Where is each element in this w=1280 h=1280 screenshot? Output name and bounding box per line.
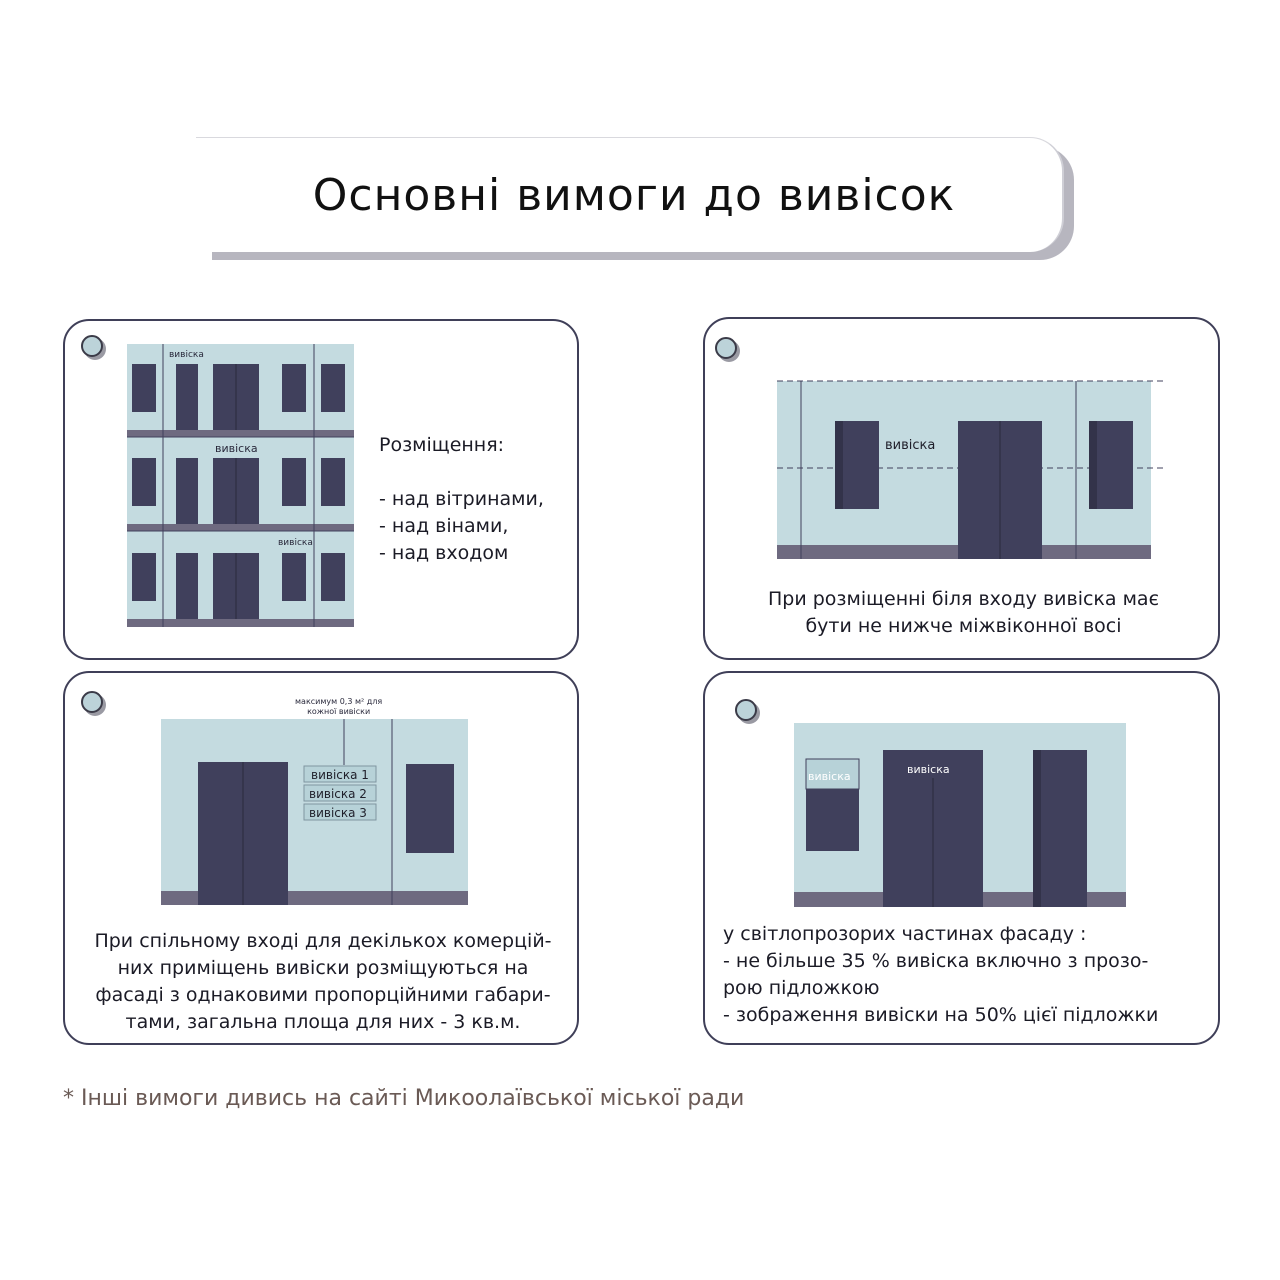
facade-illustration-entrance [777,377,1169,562]
sign-label: вивіска [907,763,950,776]
sign-label: вивіска [169,350,204,360]
sign-label: вивіска [278,538,313,548]
placement-list [379,486,544,567]
entrance-caption: При розміщенні біля входу вивіска має бути не нижче міжвіконної восі [767,588,1159,637]
footnote: * Інші вимоги дивись на сайті Микоолаївської міської ради [63,1086,745,1111]
shared-entrance-caption: При спільному вході для декількох комерцій- них приміщень вивіски розміщуються на фасаді з однаковими пропорційними габари- тами, загальна площа для них - 3 кв.м. [94,930,552,1033]
placement-item: - над входом [379,542,509,564]
sign-label: вивіска 2 [309,787,367,801]
card-placement [63,319,579,660]
placement-heading: Розміщення: [379,434,505,456]
area-callout: максимум 0,3 м² для кожної вивіски [295,697,383,716]
bullet-dot [81,335,103,357]
page-title: Основні вимоги до вивісок [312,169,956,221]
card-transparent-parts [703,671,1220,1045]
transparent-parts-caption: у світлопрозорих частинах фасаду : - не більше 35 % вивіска включно з прозо- рою підложкою - зображення вивіски на 50% цієї підложки [723,923,1159,1026]
title-banner [196,137,1064,252]
card-shared-entrance [63,671,579,1045]
placement-item: - над вінами, [379,515,509,537]
sign-label: вивіска [808,770,851,783]
facade-illustration-transparent [794,723,1128,909]
sign-label: вивіска 1 [311,768,369,782]
sign-label: вивіска 3 [309,806,367,820]
facade-illustration-placement [127,344,357,629]
bullet-dot [81,691,103,713]
sign-label: вивіска [215,442,258,455]
bullet-dot [715,337,737,359]
bullet-dot [735,699,757,721]
placement-item: - над вітринами, [379,488,544,510]
facade-illustration-shared [161,695,471,907]
sign-label: вивіска [885,438,936,453]
card-entrance [703,317,1220,660]
